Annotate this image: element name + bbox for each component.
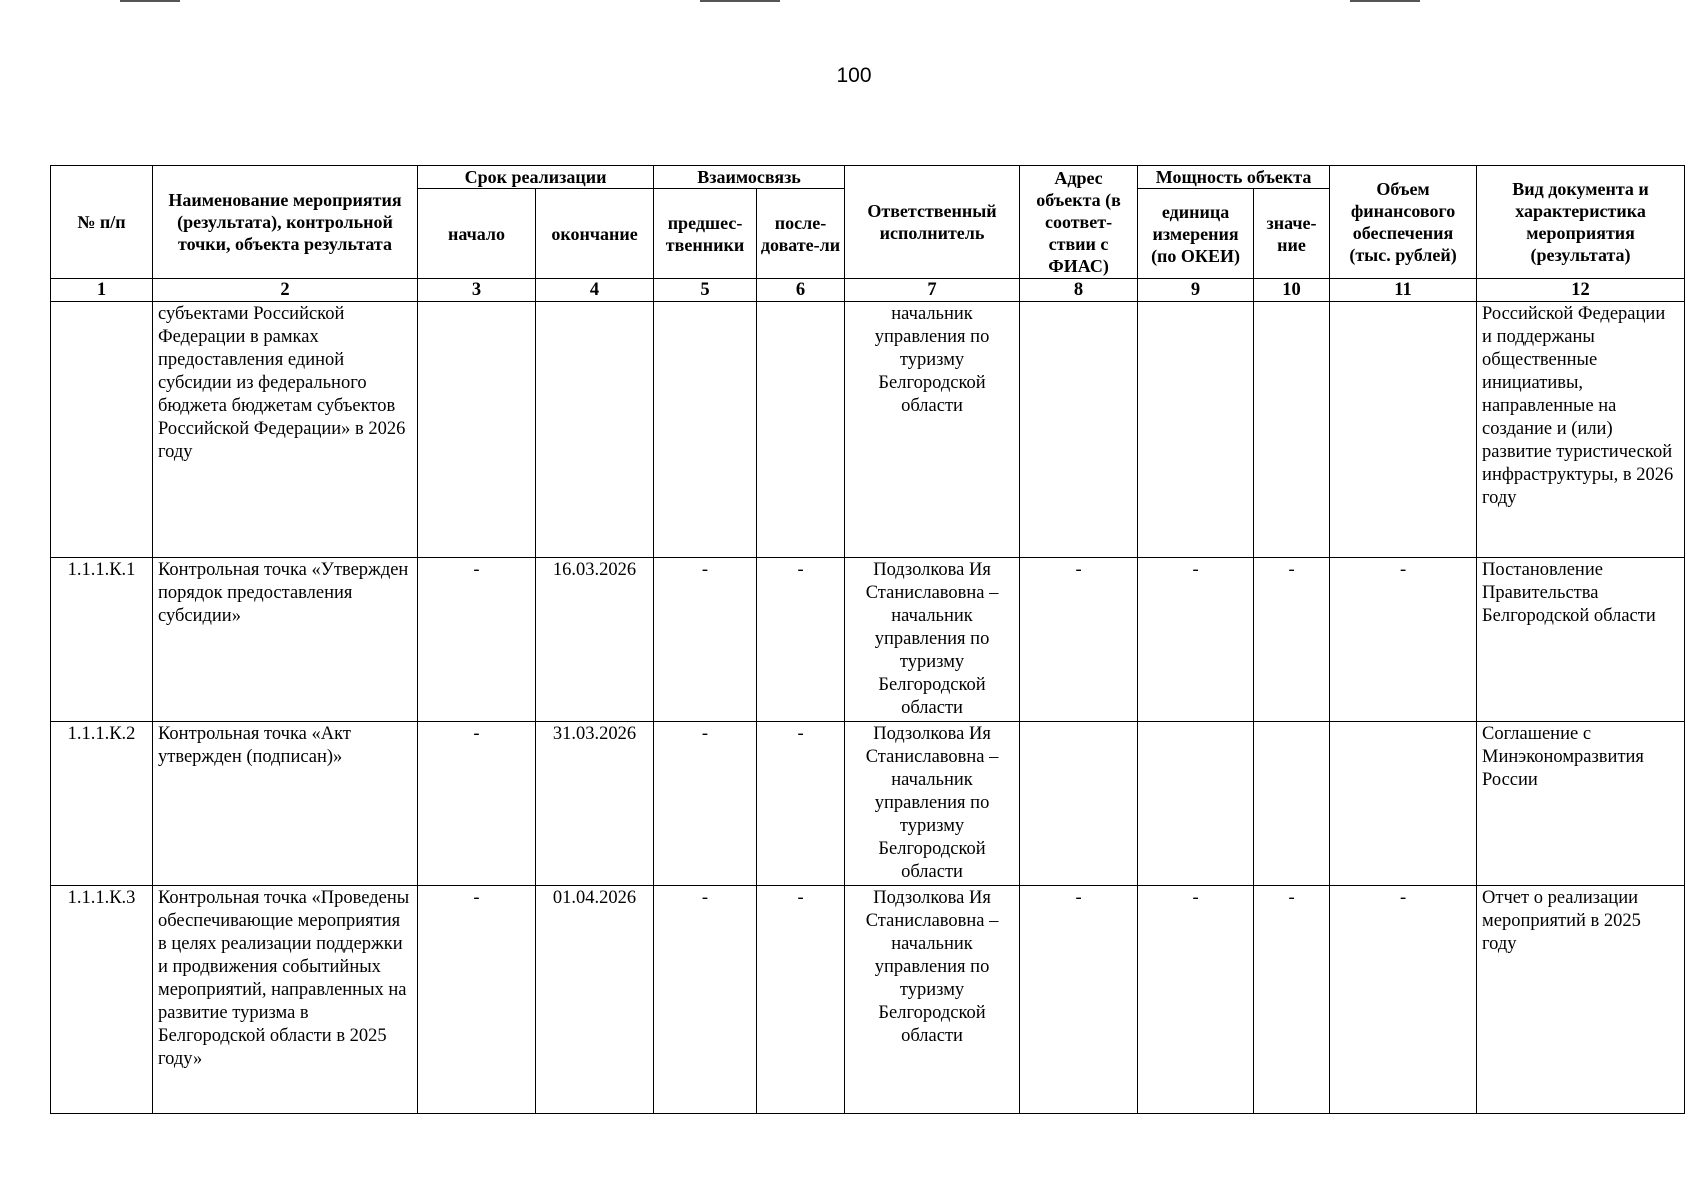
header-address: Адрес объекта (в соответ-ствии с ФИАС) xyxy=(1020,166,1138,279)
table-row xyxy=(51,302,1685,558)
row-num: 1.1.1.К.3 xyxy=(51,886,153,1114)
row-doc: Соглашение с Минэкономразвития России xyxy=(1477,722,1685,886)
col-number: 5 xyxy=(654,279,757,302)
page-number: 100 xyxy=(836,64,872,87)
col-number: 1 xyxy=(51,279,153,302)
row-name: субъектами Российской Федерации в рамках предоставления единой субсидии из федерального бюджета бюджетам субъектов Российской Федерации» в 2026 году xyxy=(153,302,418,558)
row-address xyxy=(1020,722,1138,886)
row-prev: - xyxy=(654,558,757,722)
row-unit: - xyxy=(1138,558,1254,722)
row-next xyxy=(757,302,845,558)
row-end: 16.03.2026 xyxy=(536,558,654,722)
table-row xyxy=(51,886,1685,1114)
header-capacity: Мощность объекта xyxy=(1138,166,1330,189)
row-prev xyxy=(654,302,757,558)
header-link: Взаимосвязь xyxy=(654,166,845,189)
header-unit: единица измерения (по ОКЕИ) xyxy=(1138,189,1254,279)
col-number: 9 xyxy=(1138,279,1254,302)
row-executor: Подзолкова Ия Станиславовна – начальник управления по туризму Белгородской области xyxy=(845,558,1020,722)
row-start: - xyxy=(418,558,536,722)
row-executor: начальник управления по туризму Белгородской области xyxy=(845,302,1020,558)
row-num: 1.1.1.К.1 xyxy=(51,558,153,722)
row-finance xyxy=(1330,722,1477,886)
header-executor: Ответственный исполнитель xyxy=(845,166,1020,279)
activities-table xyxy=(50,165,1685,1114)
header-term: Срок реализации xyxy=(418,166,654,189)
row-name: Контрольная точка «Утвержден порядок предоставления субсидии» xyxy=(153,558,418,722)
row-value: - xyxy=(1254,886,1330,1114)
col-number: 3 xyxy=(418,279,536,302)
row-executor: Подзолкова Ия Станиславовна – начальник управления по туризму Белгородской области xyxy=(845,886,1020,1114)
col-number: 10 xyxy=(1254,279,1330,302)
row-doc: Постановление Правительства Белгородской области xyxy=(1477,558,1685,722)
row-next: - xyxy=(757,722,845,886)
row-prev: - xyxy=(654,886,757,1114)
row-name: Контрольная точка «Акт утвержден (подписан)» xyxy=(153,722,418,886)
row-prev: - xyxy=(654,722,757,886)
col-number: 11 xyxy=(1330,279,1477,302)
table-row xyxy=(51,722,1685,886)
col-number: 4 xyxy=(536,279,654,302)
row-address: - xyxy=(1020,886,1138,1114)
row-finance: - xyxy=(1330,558,1477,722)
row-unit: - xyxy=(1138,886,1254,1114)
row-start: - xyxy=(418,886,536,1114)
row-end: 01.04.2026 xyxy=(536,886,654,1114)
header-name: Наименование мероприятия (результата), контрольной точки, объекта результата xyxy=(153,166,418,279)
row-unit xyxy=(1138,722,1254,886)
row-doc: Отчет о реализации мероприятий в 2025 году xyxy=(1477,886,1685,1114)
row-num xyxy=(51,302,153,558)
header-finance: Объем финансового обеспечения (тыс. рублей) xyxy=(1330,166,1477,279)
row-end: 31.03.2026 xyxy=(536,722,654,886)
row-address: - xyxy=(1020,558,1138,722)
row-end xyxy=(536,302,654,558)
row-address xyxy=(1020,302,1138,558)
row-num: 1.1.1.К.2 xyxy=(51,722,153,886)
header-value: значе-ние xyxy=(1254,189,1330,279)
header-link-prev: предшес-твенники xyxy=(654,189,757,279)
col-number: 12 xyxy=(1477,279,1685,302)
row-unit xyxy=(1138,302,1254,558)
header-term-start: начало xyxy=(418,189,536,279)
row-value xyxy=(1254,722,1330,886)
row-next: - xyxy=(757,558,845,722)
header-num: № п/п xyxy=(51,166,153,279)
col-number: 6 xyxy=(757,279,845,302)
col-number: 7 xyxy=(845,279,1020,302)
row-start: - xyxy=(418,722,536,886)
col-number: 2 xyxy=(153,279,418,302)
row-value: - xyxy=(1254,558,1330,722)
row-finance: - xyxy=(1330,886,1477,1114)
row-start xyxy=(418,302,536,558)
row-doc: Российской Федерации и поддержаны общественные инициативы, направленные на создание и (или) развитие туристической инфраструктуры, в 2026 году xyxy=(1477,302,1685,558)
header-term-end: окончание xyxy=(536,189,654,279)
table-row xyxy=(51,558,1685,722)
row-finance xyxy=(1330,302,1477,558)
row-next: - xyxy=(757,886,845,1114)
row-executor: Подзолкова Ия Станиславовна – начальник управления по туризму Белгородской области xyxy=(845,722,1020,886)
col-number: 8 xyxy=(1020,279,1138,302)
header-doc: Вид документа и характеристика мероприятия (результата) xyxy=(1477,166,1685,279)
row-value xyxy=(1254,302,1330,558)
row-name: Контрольная точка «Проведены обеспечивающие мероприятия в целях реализации поддержки и продвижения событийных мероприятий, направленных на развитие туризма в Белгородской области в 2025 году» xyxy=(153,886,418,1114)
header-link-next: после-довате-ли xyxy=(757,189,845,279)
